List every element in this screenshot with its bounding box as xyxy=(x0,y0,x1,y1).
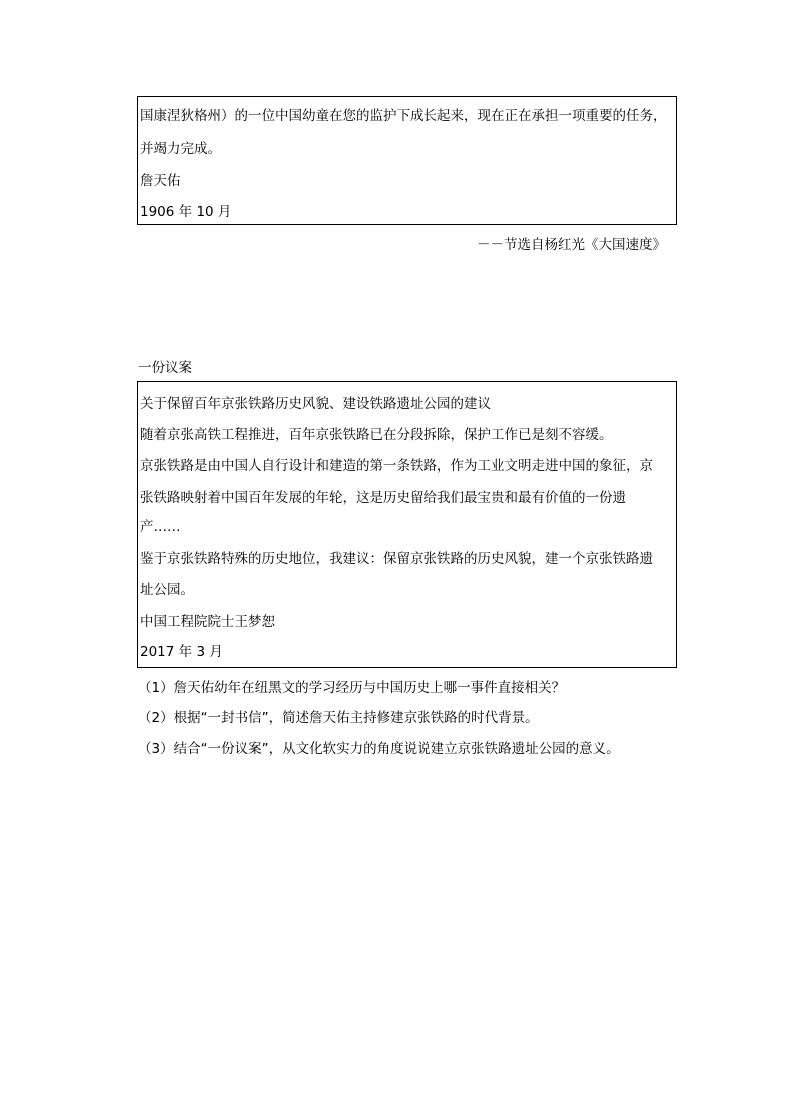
proposal-line: 随着京张高铁工程推进，百年京张铁路已在分段拆除，保护工作已是刻不容缓。 xyxy=(140,427,613,443)
proposal-line: 张铁路映射着中国百年发展的年轮，这是历史留给我们最宝贵和最有价值的一份遗 xyxy=(140,490,626,506)
proposal-date: 2017 年 3 月 xyxy=(140,644,223,660)
proposal-line: 鉴于京张铁路特殊的历史地位，我建议：保留京张铁路的历史风貌，建一个京张铁路遗 xyxy=(140,551,653,567)
question-1: （1）詹天佑幼年在纽黑文的学习经历与中国历史上哪一事件直接相关？ xyxy=(138,680,566,696)
proposal-line: 京张铁路是由中国人自行设计和建造的第一条铁路，作为工业文明走进中国的象征，京 xyxy=(140,458,653,474)
letter-signature: 詹天佑 xyxy=(140,173,181,189)
proposal-line: 址公园。 xyxy=(140,582,194,598)
letter-excerpt-box xyxy=(137,96,677,225)
proposal-box xyxy=(137,381,677,668)
proposal-line: 产…… xyxy=(140,519,181,535)
proposal-heading: 一份议案 xyxy=(138,360,192,376)
proposal-signature: 中国工程院院士王梦恕 xyxy=(140,614,275,630)
letter-source: －－节选自杨红光《大国速度》 xyxy=(477,237,666,253)
question-3: （3）结合“一份议案”，从文化软实力的角度说说建立京张铁路遗址公园的意义。 xyxy=(138,741,620,757)
letter-line: 并竭力完成。 xyxy=(140,141,221,157)
letter-date: 1906 年 10 月 xyxy=(140,204,232,220)
proposal-title: 关于保留百年京张铁路历史风貌、建设铁路遗址公园的建议 xyxy=(140,396,491,412)
question-2: （2）根据“一封书信”，简述詹天佑主持修建京张铁路的时代背景。 xyxy=(138,710,539,726)
letter-line: 国康涅狄格州）的一位中国幼童在您的监护下成长起来，现在正在承担一项重要的任务， xyxy=(140,108,667,124)
